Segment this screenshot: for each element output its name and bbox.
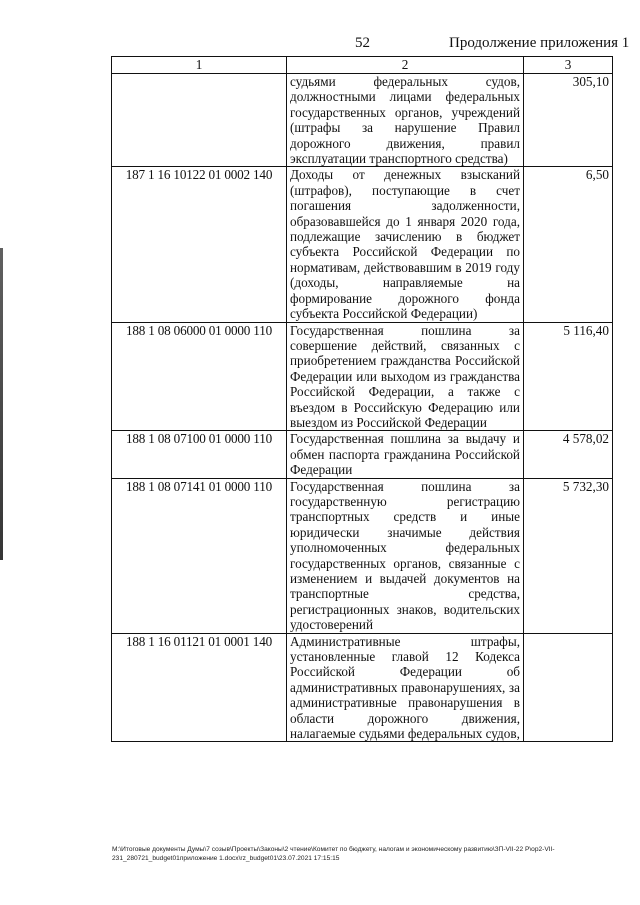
revenue-description: Государственная пошлина за государственную регистрацию транспортных средств и иные юридически значимые действия уполномоченных федеральных государственных органов, связанные с изменением и выдачей документов на транспортные средства, регистрационных знаков, водительских удостоверений [287, 478, 524, 633]
table-row [112, 633, 613, 742]
revenue-amount [524, 633, 613, 742]
column-header-3: 3 [524, 57, 613, 74]
budget-revenue-table [111, 56, 613, 742]
revenue-code: 188 1 16 01121 01 0001 140 [112, 633, 287, 742]
revenue-code: 188 1 08 07141 01 0000 110 [112, 478, 287, 633]
revenue-amount: 6,50 [524, 167, 613, 322]
revenue-code: 187 1 16 10122 01 0002 140 [112, 167, 287, 322]
revenue-description: Административные штрафы, установленные главой 12 Кодекса Российской Федерации об административных правонарушениях, за административные правонарушения в области дорожного движения, налагаемые судьями федеральных судов, [287, 633, 524, 742]
revenue-code [112, 74, 287, 167]
revenue-description: Государственная пошлина за выдачу и обмен паспорта гражданина Российской Федерации [287, 431, 524, 478]
revenue-description: Доходы от денежных взысканий (штрафов), поступающие в счет погашения задолженности, образовавшейся до 1 января 2020 года, подлежащие зачислению в бюджет субъекта Российской Федерации по нормативам, действовавшим в 2019 году (доходы, направляемые на формирование дорожного фонда субъекта Российской Федерации) [287, 167, 524, 322]
column-header-2: 2 [287, 57, 524, 74]
revenue-amount: 5 732,30 [524, 478, 613, 633]
revenue-description: Государственная пошлина за совершение действий, связанных с приобретением гражданства Российской Федерации или выходом из гражданства Российской Федерации, а также с въездом в Российскую Федерацию или выездом из Российской Федерации [287, 322, 524, 431]
column-number-row [112, 57, 613, 74]
page-number: 52 [355, 35, 370, 51]
revenue-amount: 5 116,40 [524, 322, 613, 431]
revenue-code: 188 1 08 07100 01 0000 110 [112, 431, 287, 478]
column-header-1: 1 [112, 57, 287, 74]
table-row [112, 431, 613, 478]
table-row [112, 322, 613, 431]
appendix-continuation-title: Продолжение приложения 1 [449, 35, 630, 51]
scan-edge-mark [0, 248, 3, 560]
table-row [112, 74, 613, 167]
revenue-amount: 4 578,02 [524, 431, 613, 478]
revenue-description: судьями федеральных судов, должностными лицами федеральных государственных органов, учреждений (штрафы за нарушение Правил дорожного движения, правил эксплуатации транспортного средства) [287, 74, 524, 167]
revenue-amount: 305,10 [524, 74, 613, 167]
revenue-code: 188 1 08 06000 01 0000 110 [112, 322, 287, 431]
table-row [112, 167, 613, 322]
table-row [112, 478, 613, 633]
document-file-path-footer: M:\Итоговые документы Думы\7 созыв\Проекты\Законы\2 чтение\Комитет по бюджету, налогам и экономическому развитию\ЗП-VII-22 Р\ор2-VII-231_280721_budget01приложение 1.docx\rz_budget01\23.07.2021 17:15:15 [112, 846, 555, 862]
